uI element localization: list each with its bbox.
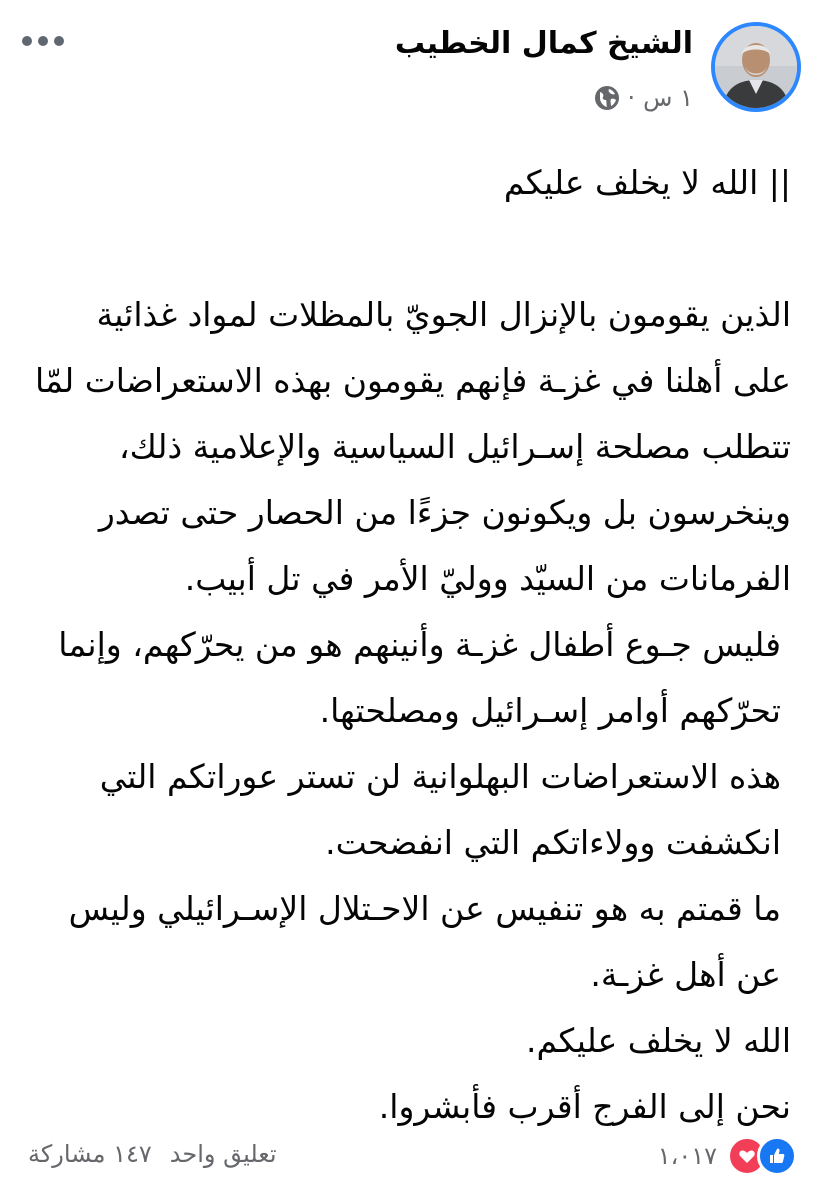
- share-count[interactable]: ١٤٧ مشاركة: [28, 1140, 152, 1168]
- like-icon: [757, 1136, 797, 1176]
- post-paragraph: الذين يقومون بالإنزال الجويّ بالمظلات لمواد غذائية على أهلنا في غزـة فإنهم يقومون بهذه الاستعراضات لمّا تتطلب مصلحة إسـرائيل السياسية والإعلامية ذلك، وينخرسون بل ويكونون جزءًا من الحصار حتى تصدر الفرمانات من السيّد ووليّ الأمر في تل أبيب.: [35, 295, 791, 598]
- author-name[interactable]: الشيخ كمال الخطيب: [394, 26, 693, 61]
- reactions-summary[interactable]: [658, 1136, 797, 1176]
- engagement-counts: [28, 1140, 277, 1168]
- post-paragraph: فليس جـوع أطفال غزـة وأنينهم هو من يحرّكهم، وإنما تحرّكهم أوامر إسـرائيل ومصلحتها.: [58, 625, 781, 730]
- post-text: [30, 150, 791, 1140]
- post-paragraph: || الله لا يخلف عليكم: [503, 163, 791, 202]
- reaction-count[interactable]: ١،٠١٧: [657, 1142, 717, 1170]
- more-horizontal-icon: [22, 36, 32, 46]
- avatar-image: [715, 26, 797, 108]
- post-meta: [594, 84, 693, 112]
- more-horizontal-icon: [54, 36, 64, 46]
- post-footer: [0, 1130, 823, 1180]
- post-paragraph: نحن إلى الفرج أقرب فأبشروا.: [378, 1087, 791, 1126]
- post-paragraph: هذه الاستعراضات البهلوانية لن تستر عوراتكم التي انكشفت وولاءاتكم التي انفضحت.: [99, 757, 781, 862]
- post-header: [0, 0, 823, 130]
- avatar[interactable]: [711, 22, 801, 112]
- post-time[interactable]: ١ س: [643, 84, 693, 112]
- more-options-button[interactable]: [18, 32, 68, 50]
- comment-count[interactable]: تعليق واحد: [169, 1140, 277, 1168]
- more-horizontal-icon: [38, 36, 48, 46]
- globe-icon[interactable]: [594, 85, 620, 111]
- post-paragraph: ما قمتم به هو تنفيس عن الاحـتلال الإسـرائيلي وليس عن أهل غزـة.: [68, 889, 781, 994]
- meta-separator: ·: [627, 84, 636, 112]
- post-paragraph: الله لا يخلف عليكم.: [526, 1021, 791, 1060]
